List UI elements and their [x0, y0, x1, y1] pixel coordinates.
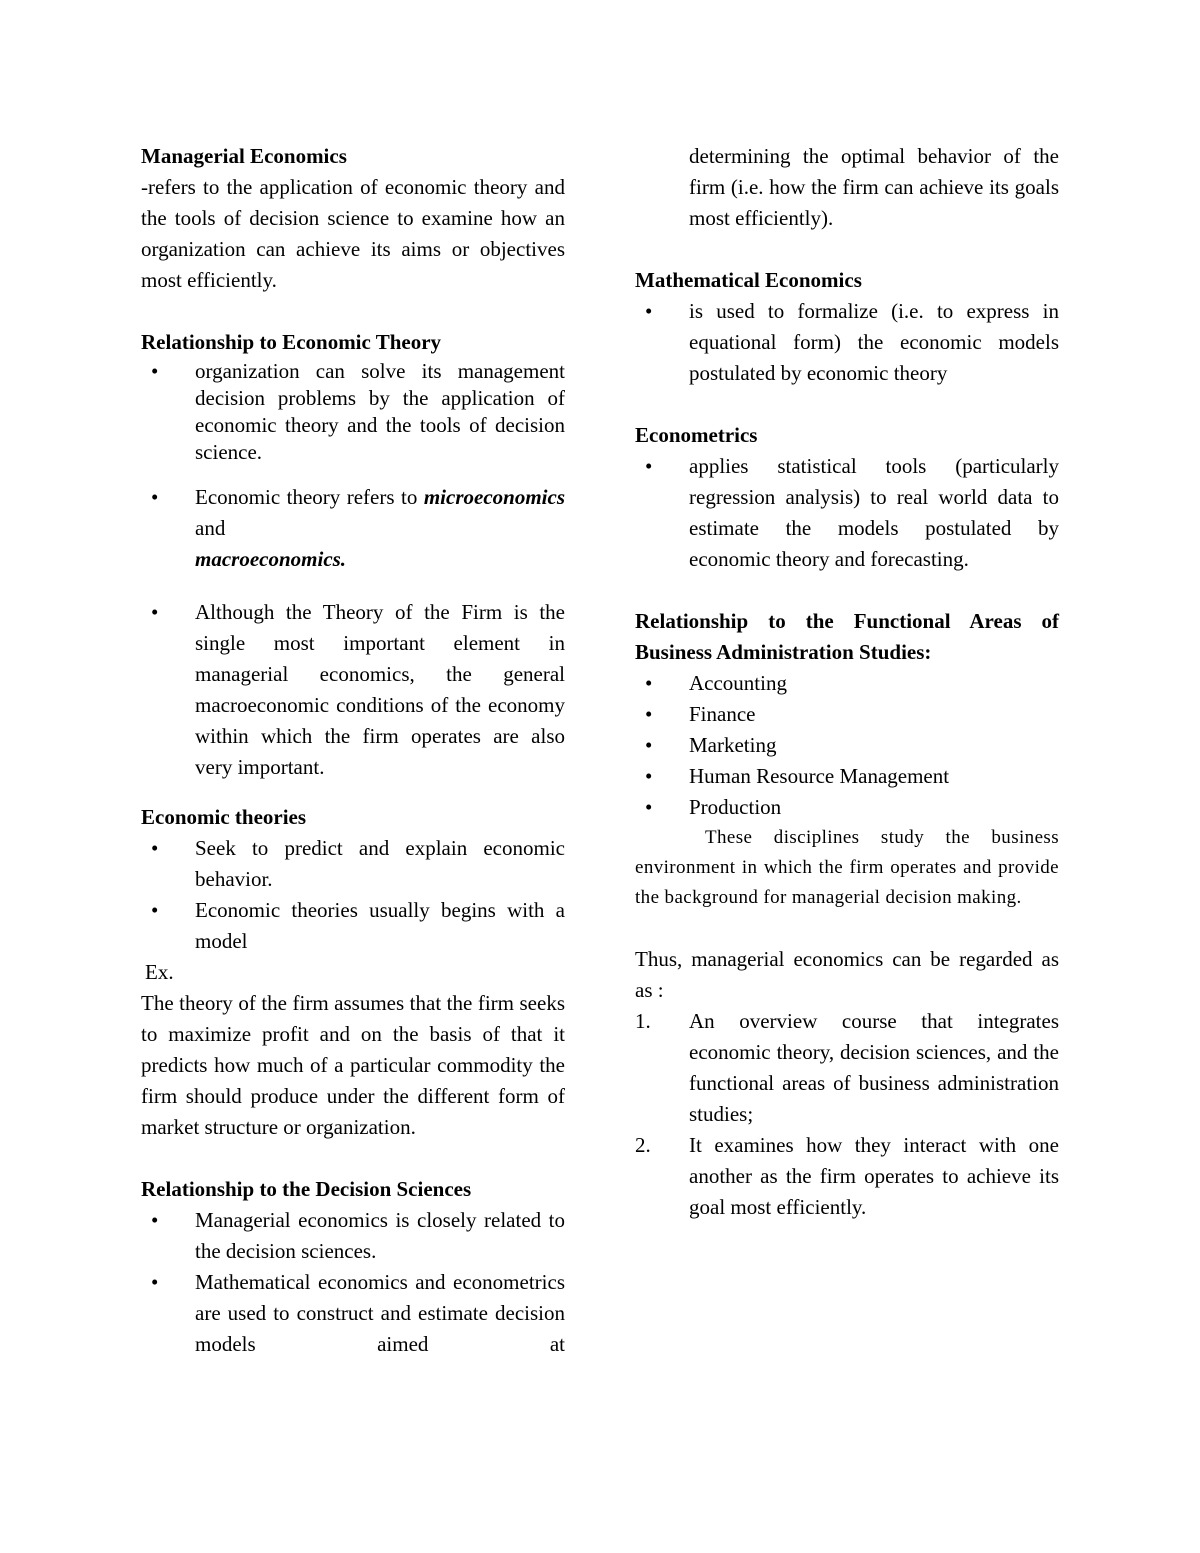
left-column — [141, 141, 565, 1360]
list-item — [635, 1130, 1059, 1223]
list-item — [141, 833, 565, 895]
list-item — [635, 730, 1059, 761]
list-item-text: Finance — [689, 702, 756, 726]
continued-text: determining the optimal behavior of the firm (i.e. how the firm can achieve its goals most efficiently). — [689, 144, 1059, 230]
list-item-text: Economic theories usually begins with a model — [195, 898, 565, 953]
bullet-mark: • — [151, 898, 159, 922]
bullet-mark: • — [645, 702, 653, 726]
list-item — [635, 792, 1059, 823]
heading-mathematical-economics: Mathematical Economics — [635, 268, 862, 292]
functional-areas-note: These disciplines study the business environment in which the firm operates and provide the background for managerial decision making. — [635, 827, 1059, 908]
bullet-mark: • — [645, 733, 653, 757]
thus-intro: Thus, managerial economics can be regarded as as : — [635, 947, 1059, 1002]
list-item — [635, 668, 1059, 699]
list-item — [141, 1267, 565, 1360]
list-item-text: applies statistical tools (particularly regression analysis) to real world data to estimate the models postulated by economic theory and forecasting. — [689, 454, 1059, 571]
heading-economic-theory: Relationship to Economic Theory — [141, 330, 442, 354]
list-item-text: is used to formalize (i.e. to express in equational form) the economic models postulated by economic theory — [689, 299, 1059, 385]
list-item — [635, 296, 1059, 389]
heading-econometrics: Econometrics — [635, 423, 758, 447]
right-column — [635, 141, 1059, 1223]
bullet-mark: • — [645, 795, 653, 819]
list-item-text: It examines how they interact with one another as the firm operates to achieve its goal most efficiently. — [689, 1133, 1059, 1219]
list-item-text: organization can solve its management decision problems by the application of economic theory and the tools of decision science. — [195, 359, 565, 464]
list-item-text: Economic theory refers to microeconomics and — [195, 485, 565, 540]
list-item-text: Managerial economics is closely related to the decision sciences. — [195, 1208, 565, 1263]
bullet-mark: • — [645, 764, 653, 788]
list-item — [635, 699, 1059, 730]
list-item — [141, 358, 565, 466]
list-item-text: Although the Theory of the Firm is the single most important element in managerial economics, the general macroeconomic conditions of the economy within which the firm operates are also very important. — [195, 600, 565, 779]
heading-functional-areas: Relationship to the Functional Areas of Business Administration Studies: — [635, 609, 1059, 664]
functional-areas-list — [635, 668, 1059, 823]
bullet-mark: • — [151, 485, 159, 509]
economic-theories-list — [141, 833, 565, 957]
list-item-text: Human Resource Management — [689, 764, 950, 788]
mathematical-economics-list — [635, 296, 1059, 389]
list-item — [635, 761, 1059, 792]
list-item-text: Seek to predict and explain economic behavior. — [195, 836, 565, 891]
economic-theory-list — [141, 358, 565, 783]
list-item-text: Mathematical economics and econometrics are used to construct and estimate decision models aimed at — [195, 1270, 565, 1356]
bullet-mark: • — [151, 836, 159, 860]
heading-economic-theories: Economic theories — [141, 805, 307, 829]
conclusion-list — [635, 1006, 1059, 1223]
list-number: 2. — [635, 1133, 651, 1157]
list-item — [141, 482, 565, 575]
list-item — [635, 1006, 1059, 1130]
bullet-mark: • — [645, 299, 653, 323]
bullet-mark: • — [151, 1208, 159, 1232]
list-item — [635, 451, 1059, 575]
example-label: Ex. — [145, 960, 174, 984]
bullet-mark: • — [151, 1270, 159, 1294]
list-item-text: Marketing — [689, 733, 777, 757]
heading-managerial-economics: Managerial Economics — [141, 144, 347, 168]
bullet-mark: • — [645, 454, 653, 478]
list-item-text: Accounting — [689, 671, 787, 695]
list-item-text-emphasis: macroeconomics. — [195, 547, 347, 571]
list-item-text: An overview course that integrates economic theory, decision sciences, and the functional areas of business administration studies; — [689, 1009, 1059, 1126]
example-text: The theory of the firm assumes that the firm seeks to maximize profit and on the basis of that it predicts how much of a particular commodity the firm should produce under the different form of market structure or organization. — [141, 991, 565, 1139]
list-item — [141, 597, 565, 783]
heading-decision-sciences: Relationship to the Decision Sciences — [141, 1177, 472, 1201]
bullet-mark: • — [151, 600, 159, 624]
decision-sciences-list — [141, 1205, 565, 1360]
bullet-mark: • — [645, 671, 653, 695]
list-number: 1. — [635, 1009, 651, 1033]
list-item — [141, 895, 565, 957]
managerial-economics-definition: -refers to the application of economic theory and the tools of decision science to examine how an organization can achieve its aims or objectives most efficiently. — [141, 175, 565, 292]
list-item-text: Production — [689, 795, 782, 819]
list-item — [141, 1205, 565, 1267]
bullet-mark: • — [151, 359, 159, 383]
econometrics-list — [635, 451, 1059, 575]
